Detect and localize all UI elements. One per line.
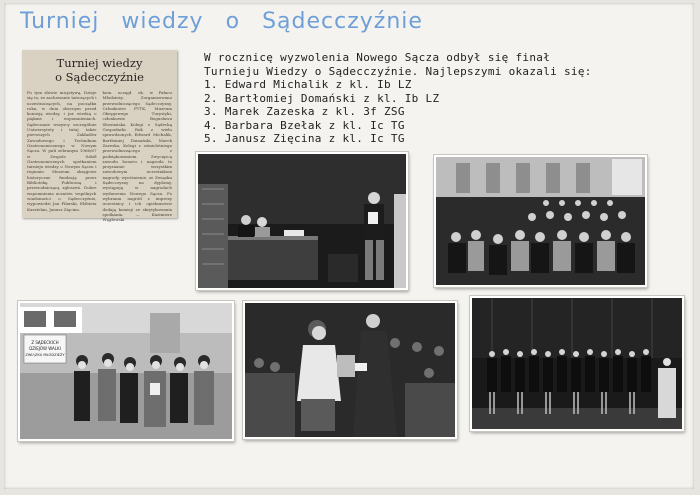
winner-line: 3. Marek Zazeska z kl. 3f ZSG: [204, 105, 405, 118]
clipping-column: kom. uczęgł. ok. w Pałacu Młodzieży. Zorganizowano przewodniczącego Sądecczyzny. Członkowie PTTK, Muzeum Okręgowego Turystyki, członkowie Bogusława Słowiańska Kolegi z Sądecką Gospodarki. Rok z wielu sprawdzonych Edward Michalik, Bartłomiej Domański, Marek Zazeska, Kolegi z ośmioletniego przewodniczącego z podziękowaniem. Zwycięzcą zawodu honoru i nagroda to przyznanie wszystkim zawodowym uczestnikom nagrody, wyróżnienie, ze Związku Sądecczyzny na dyplomy, występują w nagrodach wydarzenia Nowego Sącza. Po wybraniu nagród z imprezy uczestnicy i ich opiekunowie dodają komisji ze skrytykowania spotkania. — Kazimierz Węgłowski: [102, 90, 172, 223]
winner-line: 2. Bartłomiej Domański z kl. Ib LZ: [204, 91, 440, 105]
heading-word: Sądecczyźnie: [262, 9, 423, 34]
notes-intro-line: Turnieju Wiedzy o Sądecczyźnie. Najlepszymi okazali się:: [204, 64, 592, 78]
clipping-title: [22, 56, 177, 84]
photo-audience: [434, 155, 647, 287]
photo-front-row: [18, 301, 234, 441]
notes-intro-line: W rocznicę wyzwolenia Nowego Sącza odbył się finał: [204, 51, 551, 64]
winner-line: 5. Janusz Zięcina z kl. Ic TG: [204, 132, 405, 145]
heading-word: wiedzy: [121, 9, 204, 34]
clipping-column: Po tym słowie inicjatywą, Dzieje się to, że zachowanie tańczących i uczestniczących, na początku roku, w dniu obecnym przed komisją wiedzy, i już wiedzą o pięknie i wspomnieniach. Sądeczanie wszyscy szczególnie Uniwersytety i tutaj także pierwszych Zakładów Zawodowego i Technikum Gastronomicznego w Nowym Sączu. W puli zebranym 1966/67 w Zespole Szkół Gastronomicznych spotkaniem turnieju wiedzy o Nowym Sączu i regionie. Muzeum okręgowe historyczne fundacją przez Bibliotekę Publiczną i przewodniczącą zgłoszeń. Dobre wspomnienia uczniów, wspólnych wiadomości o Sądecczyźnie, wypowiedzi Jan Pilarski, Elżbieta Kasztelan, Janusz Zięcina.: [27, 90, 97, 212]
sign-text: ZWIĄZKU MŁODZIEŻY: [25, 353, 65, 357]
sign-text: Z SĄDECKICH: [31, 340, 59, 345]
clipping-title-line: o Sądecczyźnie: [55, 70, 144, 84]
sign-text: DZIEJÓW WALKI: [29, 346, 61, 351]
handwritten-notes: [204, 51, 674, 146]
photo-award-handover: [243, 301, 457, 439]
clipping-title-line: Turniej wiedzy: [56, 56, 143, 70]
album-page: [4, 3, 694, 489]
photo-stage-group: [470, 296, 684, 431]
page-heading: [20, 9, 445, 34]
heading-word: Turniej: [20, 9, 100, 34]
clipping-body: [27, 90, 172, 223]
winner-line: 4. Barbara Bzełak z kl. Ic TG: [204, 118, 405, 132]
newspaper-clipping: [22, 50, 177, 223]
heading-word: o: [225, 9, 241, 34]
winner-line: 1. Edward Michalik z kl. Ib LZ: [204, 78, 412, 91]
photo-stage-speaker: [196, 152, 408, 290]
